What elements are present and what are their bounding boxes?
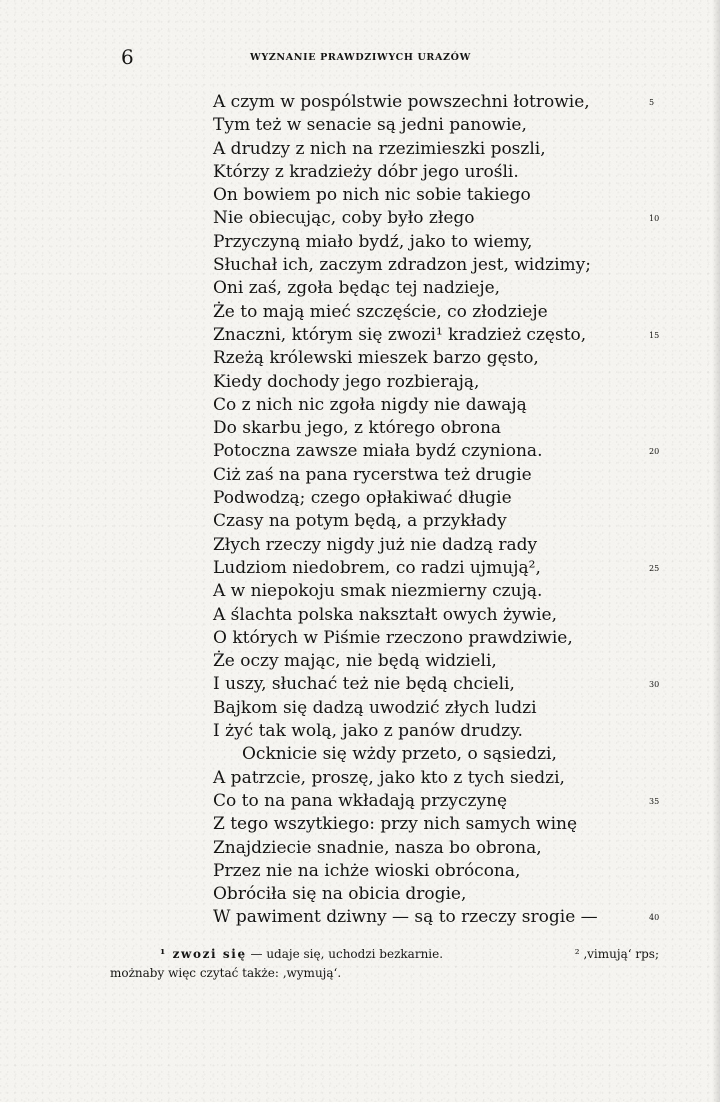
verse-text: Kiedy dochody jego rozbierają,: [213, 371, 480, 392]
verse-text: A patrzcie, proszę, jako kto z tych siedzi,: [213, 767, 565, 788]
verse-text: Z tego wszytkiego: przy nich samych winę: [213, 814, 578, 835]
verse-text: O których w Piśmie rzeczono prawdziwie,: [213, 627, 573, 648]
verse-text: Że to mają mieć szczęście, co złodzieje: [213, 301, 548, 322]
verse-line: [198, 510, 673, 533]
verse-line: [198, 301, 673, 324]
verse-line: [198, 347, 673, 370]
line-number: 5: [649, 98, 655, 107]
scan-edge-shadow: [712, 0, 720, 1102]
verse-line: [198, 860, 673, 883]
verse-text: A w niepokoju smak niezmierny czują.: [213, 581, 543, 602]
verse-text: On bowiem po nich nic sobie takiego: [213, 185, 531, 206]
verse-line: [198, 673, 673, 696]
verse-text: Że oczy mając, nie będą widzieli,: [213, 651, 497, 672]
verse-line: [198, 277, 673, 300]
verse-line: [198, 254, 673, 277]
verse-line: [198, 604, 673, 627]
verse-text: Ocknicie się wżdy przeto, o sąsiedzi,: [242, 744, 557, 765]
verse-line: [198, 813, 673, 836]
verse-text: Rzeżą królewski mieszek barzo gęsto,: [213, 348, 539, 369]
verse-text: A drudzy z nich na rzezimieszki poszli,: [213, 138, 546, 159]
verse-text: Co z nich nic zgoła nigdy nie dawają: [213, 394, 527, 415]
footnote-one-term: ¹ zwozi się: [160, 947, 247, 961]
verse-line: [198, 371, 673, 394]
verse-line: [198, 324, 673, 347]
verse-line: [198, 650, 673, 673]
footnote-one: [110, 945, 443, 964]
verse-text: Nie obiecując, coby było złego: [213, 208, 475, 229]
verse-text: Przyczyną miało bydź, jako to wiemy,: [213, 231, 533, 252]
line-number: 25: [649, 563, 660, 573]
verse-line: [198, 394, 673, 417]
footnote-one-text: — udaje się, uchodzi bezkarnie.: [246, 947, 444, 961]
verse-text: Przez nie na ichże wioski obrócona,: [213, 860, 521, 881]
verse-text: I uszy, słuchać też nie będą chcieli,: [213, 674, 515, 695]
verse-line: [198, 161, 673, 184]
verse-line: [198, 697, 673, 720]
verse-line: [198, 91, 673, 114]
verse-text: Czasy na potym będą, a przykłady: [213, 511, 507, 532]
verse-line: [198, 207, 673, 230]
footnote-row-first: [110, 945, 665, 964]
line-number: 40: [649, 913, 660, 923]
verse-line: [198, 464, 673, 487]
verse-text: I żyć tak wolą, jako z panów drudzy.: [213, 721, 523, 742]
page-number: 6: [121, 45, 134, 69]
line-number: 35: [649, 796, 660, 806]
verse-text: Bajkom się dadzą uwodzić złych ludzi: [213, 697, 537, 718]
verse-text: Znaczni, którym się zwozi¹ kradzież często,: [213, 324, 587, 345]
verse-text: A czym w pospólstwie powszechni łotrowie,: [213, 92, 590, 112]
verse-text: Do skarbu jego, z którego obrona: [213, 418, 502, 439]
verse-text: Słuchał ich, zaczym zdradzon jest, widzimy;: [213, 255, 591, 276]
line-number: 20: [649, 447, 660, 457]
verse-text: Ludziom niedobrem, co radzi ujmują²,: [213, 557, 541, 578]
verse-text: Którzy z kradzieży dóbr jego urośli.: [213, 161, 519, 182]
verse-text: Podwodzą; czego opłakiwać długie: [213, 488, 512, 509]
verse-line: [198, 557, 673, 580]
footnote-continuation: możnaby więc czytać także: ‚wymują‘.: [110, 966, 342, 980]
line-number: 30: [649, 680, 660, 690]
verse-text: A ślachta polska nakształt owych żywie,: [213, 604, 557, 625]
verse-text: Ciż zaś na pana rycerstwa też drugie: [213, 464, 532, 485]
verse-line: [198, 580, 673, 603]
running-head: WYZNANIE PRAWDZIWYCH URAZÓW: [250, 53, 471, 63]
footnote-two: ² ‚vimują‘ rps;: [574, 947, 659, 961]
verse-line: [198, 720, 673, 743]
verse-text: Złych rzeczy nigdy już nie dadzą rady: [213, 534, 538, 555]
verse-line: [198, 767, 673, 790]
verse-text: Obróciła się na obicia drogie,: [213, 884, 467, 905]
verse-text: Oni zaś, zgoła będąc tej nadzieje,: [213, 278, 501, 299]
verse-text: Potoczna zawsze miała bydź czyniona.: [213, 441, 543, 462]
verse-line: [198, 231, 673, 254]
verse-line: [198, 440, 673, 463]
footnotes: [110, 945, 665, 983]
verse-line: [198, 184, 673, 207]
verse-line: [198, 837, 673, 860]
verse-text: Znajdziecie snadnie, nasza bo obrona,: [213, 837, 542, 858]
verse-line: [198, 138, 673, 161]
line-number: 15: [649, 330, 660, 340]
verse-line: [198, 487, 673, 510]
poem-text: [198, 91, 673, 930]
verse-line: [198, 114, 673, 137]
verse-line: [198, 743, 673, 766]
line-number: 10: [649, 214, 660, 224]
verse-line: [198, 883, 673, 906]
verse-line: [198, 417, 673, 440]
verse-line: [198, 534, 673, 557]
verse-line: [198, 627, 673, 650]
verse-text: Tym też w senacie są jedni panowie,: [213, 115, 527, 136]
verse-text: W pawiment dziwny — są to rzeczy srogie —: [213, 907, 598, 928]
verse-line: [198, 906, 673, 929]
verse-text: Co to na pana wkładają przyczynę: [213, 790, 508, 811]
verse-line: [198, 790, 673, 813]
